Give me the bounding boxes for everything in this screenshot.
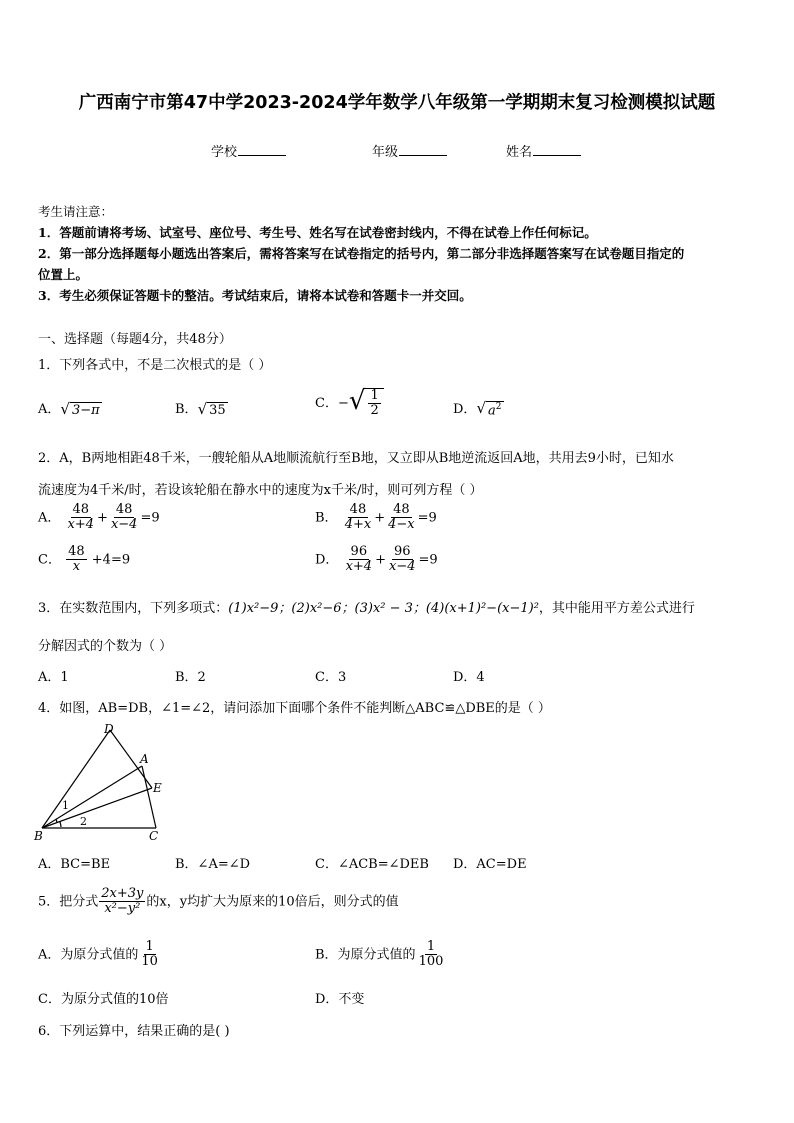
q2-line-1: 2．A，B两地相距48千米，一艘轮船从A地顺流航行至B地，又立即从B地逆流返回A地，共用去9小时，已知水 <box>38 451 674 466</box>
q2-line-2: 流速度为4千米/时，若设该轮船在静水中的速度为x千米/时，则可列方程（ ） <box>38 483 483 498</box>
q2-d-label: D． <box>315 552 339 568</box>
notice-item-1: 1．答题前请将考场、试室号、座位号、考生号、姓名写在试卷密封线内，不得在试卷上作任何标记。 <box>38 225 597 240</box>
q2-a-op: + <box>97 510 108 526</box>
grade-field <box>372 141 447 160</box>
q5-b-text: B．为原分式值的 <box>315 947 416 963</box>
notice-item-2-cont: 位置上。 <box>38 267 89 282</box>
q1-d-base: a <box>488 403 496 419</box>
notice-heading: 考生请注意： <box>38 204 114 219</box>
angle-2-arc <box>60 822 61 827</box>
q3-line-2: 分解因式的个数为（ ） <box>38 639 173 654</box>
label-d: D <box>104 722 114 736</box>
q2-b-num2: 48 <box>393 502 410 517</box>
q2-a-den2: x−4 <box>110 517 138 533</box>
q2-option-b <box>315 503 437 533</box>
q1-c-den: 2 <box>370 403 379 419</box>
q2-b-den2: 4−x <box>388 517 415 533</box>
q2-a-eq: =9 <box>140 510 160 526</box>
q4-option-a: A．BC=BE <box>38 857 111 872</box>
q5-a-num: 1 <box>145 939 154 954</box>
q5-option-c: C．为原分式值的10倍 <box>38 992 169 1007</box>
label-angle-1: 1 <box>62 799 69 812</box>
q2-d-op: + <box>375 552 386 568</box>
q1-option-b: B． √ 35 <box>175 399 226 418</box>
q3-option-a: A．1 <box>38 670 69 685</box>
q2-b-label: B． <box>315 510 338 526</box>
name-blank <box>533 143 581 156</box>
q2-c-rest: +4=9 <box>91 552 131 568</box>
grade-label: 年级 <box>372 145 399 160</box>
q1-option-d: D． √ $a^2$ <box>453 398 502 419</box>
q2-a-den1: x+4 <box>67 517 95 533</box>
q5-post: 的x，y均扩大为原来的10倍后，则分式的值 <box>146 894 399 910</box>
q2-c-den1: x <box>72 559 81 575</box>
q1-d-exp: 2 <box>495 401 502 412</box>
school-label: 学校 <box>211 145 238 160</box>
q1-option-a: A． √ 3−π <box>38 399 100 418</box>
label-e: E <box>153 781 162 795</box>
q2-c-label: C． <box>38 552 61 568</box>
q1-option-c: C．− √ $\frac{1}{2}$ <box>315 388 384 419</box>
notice-item-2: 2．第一部分选择题每小题选出答案后，需将答案写在试卷指定的括号内，第二部分非选择题答案写在试卷题目指定的 <box>38 246 685 261</box>
q2-b-eq: =9 <box>417 510 437 526</box>
label-b: B <box>34 829 43 843</box>
q1-c-label: C． <box>315 395 338 411</box>
name-label: 姓名 <box>506 145 533 160</box>
q5-stem <box>38 887 399 917</box>
q2-d-den1: x+4 <box>345 559 373 575</box>
q1-b-radicand: 35 <box>209 402 226 418</box>
q5-option-d: D．不变 <box>315 992 365 1007</box>
label-angle-2: 2 <box>80 815 87 828</box>
q3-intro: 3．在实数范围内，下列多项式： <box>38 601 229 616</box>
q5-b-den: 100 <box>418 954 444 970</box>
q1-c-sign: − <box>337 395 349 411</box>
q1-d-label: D． <box>453 402 477 417</box>
q3-option-d: D．4 <box>453 670 485 685</box>
q1-b-label: B． <box>175 402 198 417</box>
q1-a-radicand: 3−π <box>71 402 100 418</box>
q2-d-num2: 96 <box>393 544 411 559</box>
q5-option-a <box>38 940 161 970</box>
q4-option-d: D．AC=DE <box>453 857 527 872</box>
q5-option-b <box>315 940 446 970</box>
q2-b-op: + <box>374 510 386 526</box>
q3-intro-end: ，其中能用平方差公式进行 <box>538 601 695 616</box>
q4-option-b: B．∠A=∠D <box>175 857 251 872</box>
segment-ac <box>142 766 156 828</box>
q2-d-den2: x−4 <box>388 559 416 575</box>
q2-option-c <box>38 545 130 575</box>
q2-option-a <box>38 503 160 533</box>
q1-stem: 1．下列各式中，不是二次根式的是（ ） <box>38 358 272 373</box>
grade-blank <box>399 143 447 156</box>
q5-a-text: A．为原分式值的 <box>38 947 139 963</box>
q2-d-num1: 96 <box>350 544 368 559</box>
q2-option-d <box>315 545 438 575</box>
label-c: C <box>149 829 159 843</box>
school-field <box>211 141 286 160</box>
label-a: A <box>140 752 149 766</box>
name-field <box>506 141 581 160</box>
q1-c-num: 1 <box>370 388 379 403</box>
q2-c-num1: 48 <box>68 544 85 559</box>
q2-a-label: A． <box>38 510 61 526</box>
q2-a-num2: 48 <box>115 502 133 517</box>
q3-line-1 <box>38 597 695 616</box>
segment-bd <box>42 730 110 828</box>
q5-denominator: x²−y² <box>104 901 141 917</box>
q3-option-b: B．2 <box>175 670 206 685</box>
q5-a-den: 10 <box>141 954 158 970</box>
school-blank <box>238 143 286 156</box>
q2-d-eq: =9 <box>418 552 438 568</box>
q1-a-label: A． <box>38 402 61 417</box>
q5-pre: 5．把分式 <box>38 894 99 910</box>
section-heading: 一、选择题（每题4分，共48分） <box>38 332 232 347</box>
q4-stem: 4．如图，AB=DB，∠1=∠2，请问添加下面哪个条件不能判断△ABC≌△DBE的是（ ） <box>38 701 551 716</box>
q3-polynomials: (1)x²−9；(2)x²−6；(3)x² − 3；(4)(x+1)²−(x−1)² <box>228 601 539 616</box>
q2-a-num1: 48 <box>72 502 90 517</box>
q3-option-c: C．3 <box>315 670 347 685</box>
q2-b-num1: 48 <box>349 502 367 517</box>
q5-numerator: 2x+3y <box>101 886 144 901</box>
notice-item-3: 3．考生必须保证答题卡的整洁。考试结束后，请将本试卷和答题卡一并交回。 <box>38 288 472 303</box>
page-title: 广西南宁市第47中学2023-2024学年数学八年级第一学期期末复习检测模拟试题 <box>78 93 716 113</box>
q6-stem: 6．下列运算中，结果正确的是( ) <box>38 1024 230 1039</box>
q2-b-den1: 4+x <box>344 517 372 533</box>
q4-figure <box>30 718 170 846</box>
q4-option-c: C．∠ACB=∠DEB <box>315 857 429 872</box>
q5-b-num: 1 <box>426 939 436 954</box>
